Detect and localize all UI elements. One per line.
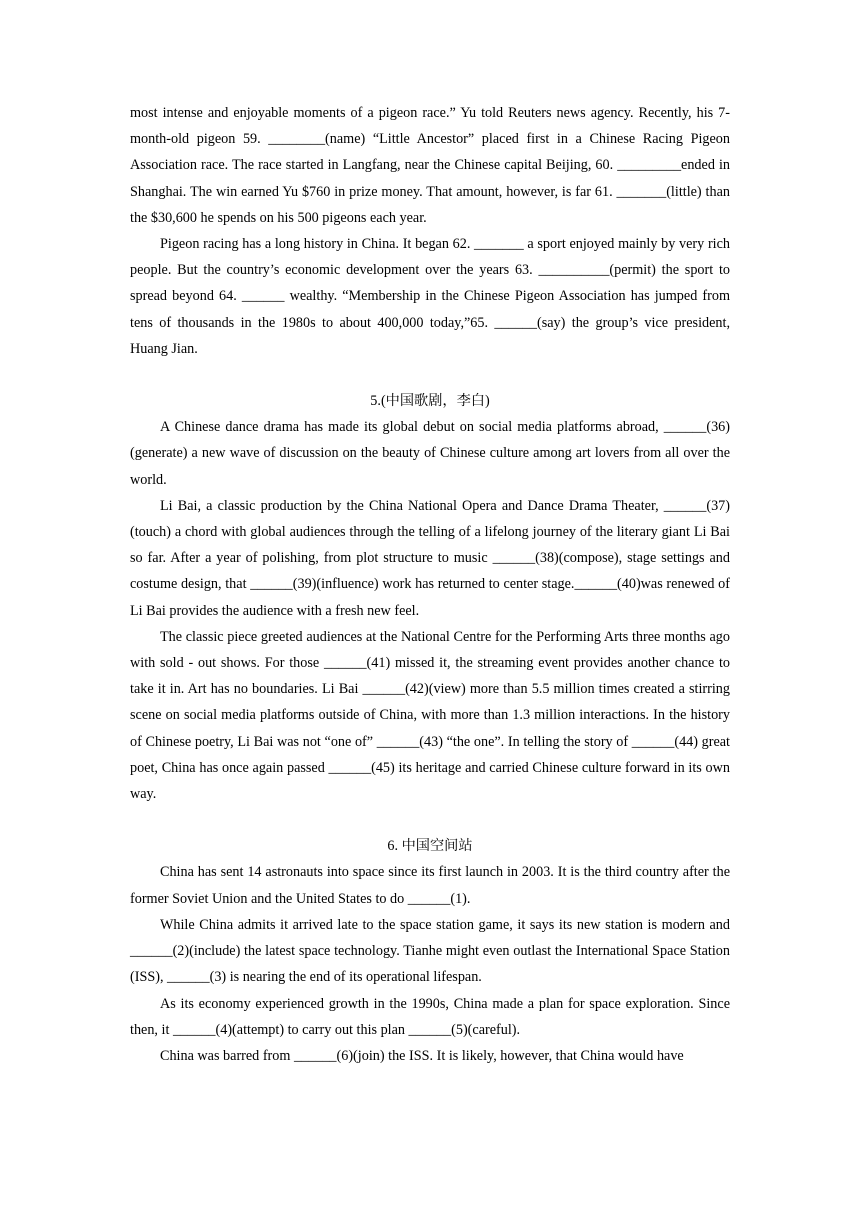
passage-paragraph: Pigeon racing has a long history in China. It began 62. _______ a sport enjoyed mainly by very rich people. But the country’s economic development over the years 63. __________(permit) the sport to spread beyond 64. ______ wealthy. “Membership in the Chinese Pigeon Association has jumped from tens of thousands in the 1980s to about 400,000 today,”65. ______(say) the group’s vice president, Huang Jian. <box>130 236 730 357</box>
passage-paragraph: China was barred from ______(6)(join) the ISS. It is likely, however, that China would have <box>160 1047 684 1064</box>
passage-paragraph: Li Bai, a classic production by the China National Opera and Dance Drama Theater, ______(37)(touch) a chord with global audiences through the telling of a lifelong journey of the literary giant Li Bai so far. After a year of polishing, from plot structure to music ______(38)(compose), stage settings and costume design, that ______(39)(influence) work has returned to center stage.______(40)was renewed of Li Bai provides the audience with a fresh new feel. <box>130 497 730 619</box>
section-6-space-station <box>130 807 730 1069</box>
section-5-li-bai <box>130 362 730 807</box>
passage-paragraph: A Chinese dance drama has made its global debut on social media platforms abroad, ______(36)(generate) a new wave of discussion on the beauty of Chinese culture among art lovers from all over the world. <box>130 419 730 488</box>
passage-paragraph: The classic piece greeted audiences at the National Centre for the Performing Arts three months ago with sold - out shows. For those ______(41) missed it, the streaming event provides another chance to take it in. Art has no boundaries. Li Bai ______(42)(view) more than 5.5 million times created a stirring scene on social media platforms outside of China, with more than 1.3 million interactions. In the history of Chinese poetry, Li Bai was not “one of” ______(43) “the one”. In telling the story of ______(44) great poet, China has once again passed ______(45) its heritage and carried Chinese culture forward in its own way. <box>130 628 730 803</box>
section-title: 5.(中国歌剧，李白) <box>370 393 490 410</box>
pigeon-racing-passage <box>130 100 730 362</box>
passage-paragraph: China has sent 14 astronauts into space since its first launch in 2003. It is the third country after the former Soviet Union and the United States to do ______(1). <box>130 864 730 907</box>
section-title: 6. 中国空间站 <box>387 838 473 855</box>
passage-paragraph: While China admits it arrived late to the space station game, it says its new station is modern and ______(2)(include) the latest space technology. Tianhe might even outlast the International Space Station (ISS), ______(3) is nearing the end of its operational lifespan. <box>130 916 730 986</box>
passage-paragraph: As its economy experienced growth in the 1990s, China made a plan for space exploration. Since then, it ______(4)(attempt) to carry out this plan ______(5)(careful). <box>130 995 730 1038</box>
document-page <box>130 100 730 1069</box>
passage-paragraph: most intense and enjoyable moments of a pigeon race.” Yu told Reuters news agency. Recently, his 7-month-old pigeon 59. ________(name) “Little Ancestor” placed first in a Chinese Racing Pigeon Association race. The race started in Langfang, near the Chinese capital Beijing, 60. _________ended in Shanghai. The win earned Yu $760 in prize money. That amount, however, is far 61. _______(little) than the $30,600 he spends on his 500 pigeons each year. <box>130 105 730 226</box>
